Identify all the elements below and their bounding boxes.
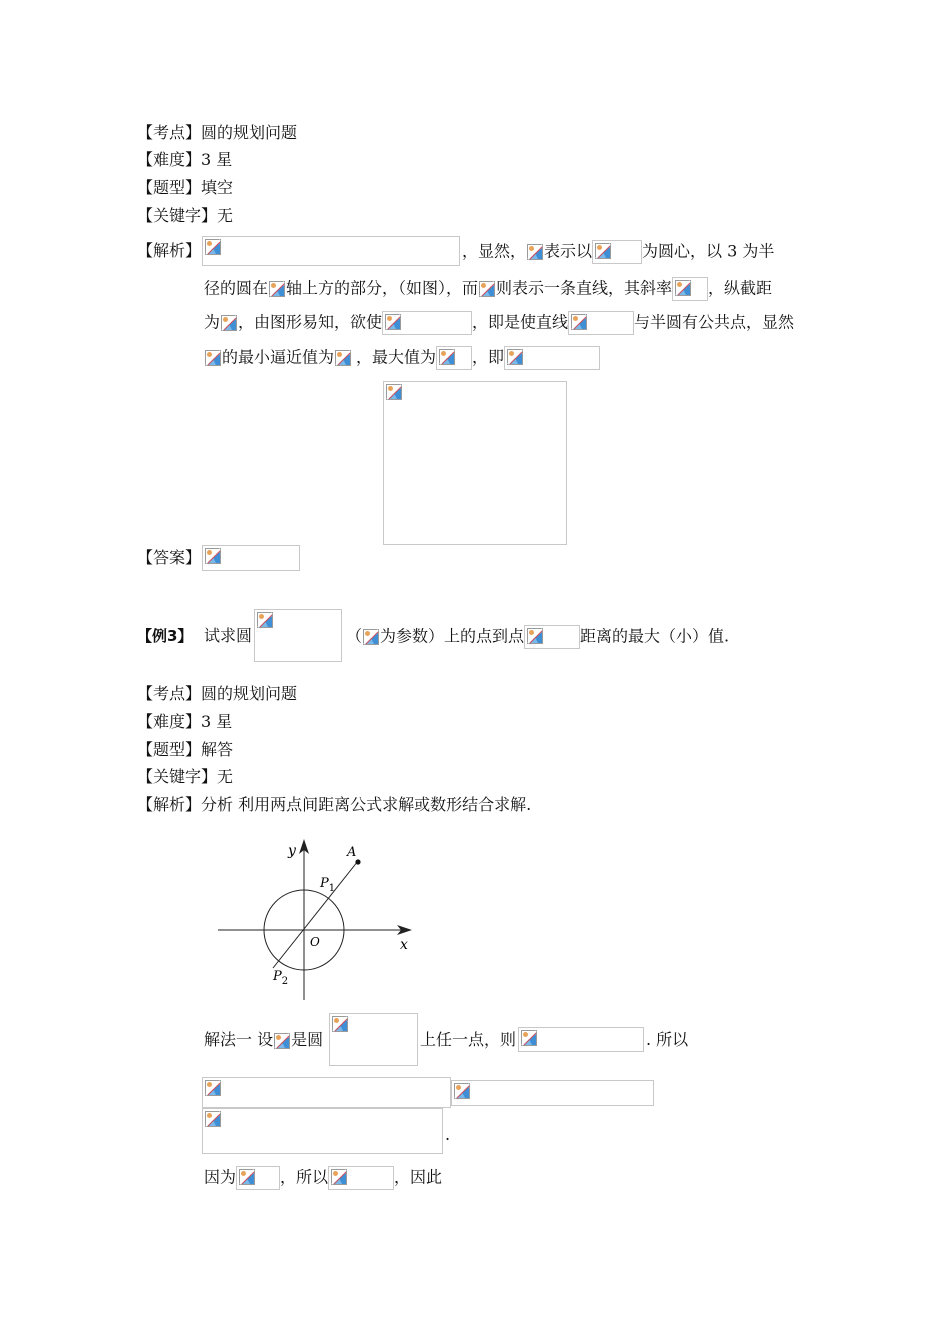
formula-image (504, 346, 600, 370)
text-fragment: ，纵截距 (708, 278, 773, 298)
tixing-value: 解答 (201, 740, 234, 759)
broken-image-icon (331, 1169, 347, 1185)
guanjianzi-row-2 (137, 766, 233, 788)
tixing-label: 【题型】 (137, 740, 202, 759)
figure-image (383, 381, 567, 545)
broken-image-icon (269, 281, 285, 297)
text-fragment: ，显然， (462, 241, 527, 261)
broken-image-icon (363, 629, 379, 645)
broken-image-icon (205, 1080, 221, 1096)
text-fragment: . 所以 (646, 1030, 689, 1049)
formula-image (526, 242, 544, 262)
broken-image-icon (439, 349, 455, 365)
broken-image-icon (527, 244, 543, 260)
broken-image-icon (221, 315, 237, 331)
formula-image (273, 1031, 291, 1051)
y-axis-label: y (288, 843, 296, 859)
text-fragment: ，即 (472, 347, 505, 367)
tixing-row (137, 177, 233, 199)
text-fragment: 轴上方的部分，（如图），而 (286, 278, 479, 298)
text-fragment: 表示以 (544, 241, 593, 261)
formula-image (478, 279, 496, 299)
formula-image (362, 627, 380, 647)
text-fragment: 是圆 (291, 1030, 324, 1049)
formula-image (334, 348, 356, 368)
x-axis-label: x (400, 937, 408, 953)
text-fragment: 距离的最大（小）值. (580, 626, 730, 646)
formula-image (220, 313, 238, 333)
text-fragment: （ (346, 626, 363, 646)
kaodian-row (137, 122, 297, 144)
point-p2-label: $P_2$ (273, 969, 289, 987)
guanjianzi-label: 【关键字】 (137, 206, 218, 225)
broken-image-icon (239, 1169, 255, 1185)
nandu-label: 【难度】 (137, 712, 202, 731)
point-a-label: A (347, 845, 357, 860)
origin-label: O (310, 935, 320, 949)
formula-image (568, 311, 634, 335)
example-text-a: 试求圆 (204, 626, 253, 645)
broken-image-icon (521, 1030, 537, 1046)
broken-image-icon (205, 1111, 221, 1127)
text-fragment: ，由图形易知，欲使 (238, 312, 383, 332)
text-fragment: 为 (204, 312, 221, 332)
nandu-row-2 (137, 711, 232, 733)
text-run (204, 311, 794, 335)
formula-image (451, 1080, 654, 1106)
tixing-label: 【题型】 (137, 178, 202, 197)
text-fragment: 上任一点，则 (420, 1030, 517, 1049)
formula-image (672, 277, 708, 301)
guanjianzi-label: 【关键字】 (137, 767, 218, 786)
broken-image-icon (205, 239, 221, 255)
text-run (204, 346, 600, 370)
text-run (204, 1166, 442, 1190)
kaodian-value: 圆的规划问题 (201, 684, 298, 703)
answer-image (202, 545, 300, 571)
broken-image-icon (385, 314, 401, 330)
text-fragment: . (445, 1125, 451, 1144)
text-fragment: 为圆心，以 3 为半 (642, 241, 775, 261)
nandu-label: 【难度】 (137, 150, 202, 169)
broken-image-icon (332, 1016, 348, 1032)
kaodian-value: 圆的规划问题 (201, 123, 298, 142)
text-fragment: 径的圆在 (204, 278, 269, 298)
text-run (204, 277, 772, 301)
formula-image (518, 1027, 644, 1052)
text-run (204, 1029, 323, 1051)
text-fragment: 的最小逼近值为 (222, 347, 335, 367)
broken-image-icon (205, 350, 221, 366)
nandu-value: 3 星 (201, 150, 233, 169)
text-fragment: ，最大值为 (356, 347, 437, 367)
text-fragment: 与半圆有公共点，显然 (634, 312, 795, 332)
formula-image (202, 1108, 443, 1154)
tixing-value: 填空 (201, 178, 234, 197)
text-fragment: ，因此 (394, 1167, 443, 1187)
guanjianzi-value: 无 (217, 206, 234, 225)
formula-image (382, 311, 472, 335)
broken-image-icon (479, 281, 495, 297)
text-fragment: 解法一 设 (204, 1030, 274, 1049)
nandu-row (137, 149, 232, 171)
coordinate-diagram (210, 835, 430, 1010)
broken-image-icon (274, 1033, 290, 1049)
formula-image (202, 1077, 451, 1108)
formula-image (254, 609, 342, 662)
broken-image-icon (527, 628, 543, 644)
formula-image (592, 240, 642, 264)
text-run (346, 625, 729, 649)
text-fragment: 则表示一条直线，其斜率 (496, 278, 673, 298)
kaodian-label: 【考点】 (137, 684, 202, 703)
formula-image (204, 348, 222, 368)
broken-image-icon (386, 384, 402, 400)
text-fragment: 因为 (204, 1167, 237, 1187)
broken-image-icon (507, 349, 523, 365)
broken-image-icon (335, 350, 351, 366)
jiexi-row-2 (137, 794, 531, 816)
text-fragment: ，即是使直线 (472, 312, 569, 332)
nandu-value: 3 星 (201, 712, 233, 731)
daan-label: 【答案】 (137, 548, 202, 567)
kaodian-row-2 (137, 683, 297, 705)
formula-image (436, 346, 472, 370)
formula-image (236, 1166, 280, 1190)
tixing-row-2 (137, 739, 233, 761)
formula-image (524, 625, 580, 649)
formula-image (329, 1013, 418, 1066)
jiexi-value: 分析 利用两点间距离公式求解或数形结合求解. (201, 795, 532, 814)
broken-image-icon (205, 548, 221, 564)
broken-image-icon (571, 314, 587, 330)
example-label: 【例3】 (137, 627, 193, 645)
formula-image (328, 1166, 394, 1190)
point-a (355, 859, 360, 864)
formula-image (268, 279, 286, 299)
text-fragment: 为参数）上的点到点 (380, 626, 525, 646)
point-p1-label: $P_1$ (320, 876, 336, 894)
formula-image (202, 236, 460, 266)
text-fragment: ，所以 (280, 1167, 329, 1187)
jiexi-label: 【解析】 (137, 795, 202, 814)
broken-image-icon (257, 612, 273, 628)
guanjianzi-row (137, 205, 233, 227)
broken-image-icon (595, 243, 611, 259)
broken-image-icon (675, 280, 691, 296)
broken-image-icon (454, 1083, 470, 1099)
text-run (462, 240, 774, 264)
guanjianzi-value: 无 (217, 767, 234, 786)
line-a-p2 (273, 861, 358, 968)
jiexi-label: 【解析】 (137, 241, 202, 260)
kaodian-label: 【考点】 (137, 123, 202, 142)
